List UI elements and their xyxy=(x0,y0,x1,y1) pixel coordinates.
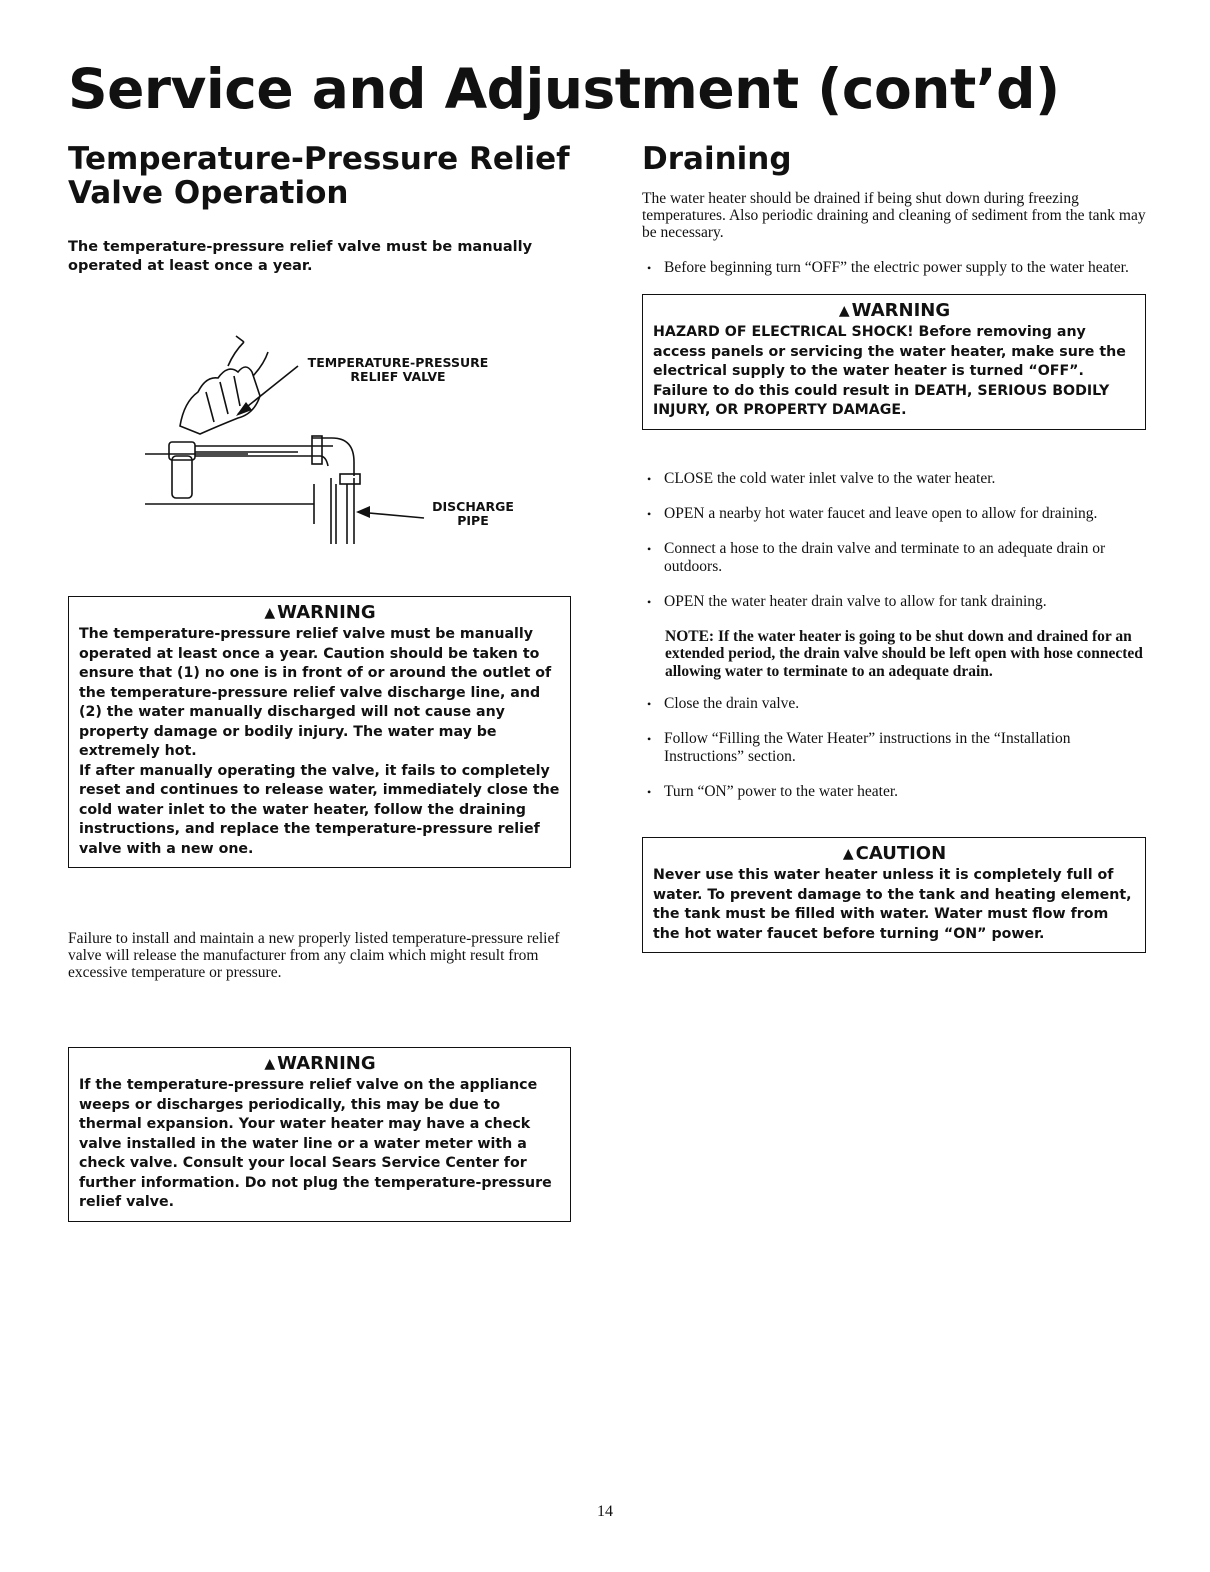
valve-label-line1: TEMPERATURE-PRESSURE xyxy=(307,355,489,370)
list-item: • Follow “Filling the Water Heater” instructions in the “Installation Instructions” section. xyxy=(642,730,1146,766)
warning-triangle-icon: ▲ xyxy=(838,303,850,319)
list-item: • Close the drain valve. xyxy=(642,695,1146,713)
right-column xyxy=(642,142,1146,953)
warning-triangle-icon: ▲ xyxy=(842,846,854,862)
pipe-label-line2: PIPE xyxy=(457,513,489,528)
list-item: • OPEN a nearby hot water faucet and leave open to allow for draining. xyxy=(642,505,1146,523)
warning-title xyxy=(653,301,1136,321)
list-item: • Turn “ON” power to the water heater. xyxy=(642,783,1146,801)
warning-box-electrical-shock xyxy=(642,294,1146,430)
list-item: • OPEN the water heater drain valve to allow for tank draining. xyxy=(642,593,1146,611)
draining-steps-list xyxy=(642,470,1146,611)
caution-box xyxy=(642,837,1146,953)
warning-triangle-icon: ▲ xyxy=(264,1056,276,1072)
warning-title-text: WARNING xyxy=(277,1053,376,1074)
warning-title xyxy=(79,603,561,623)
page-title: Service and Adjustment (cont’d) xyxy=(68,57,1060,121)
caution-body: Never use this water heater unless it is completely full of water. To prevent damage to the tank and heating element, the tank must be filled with water. Water must flow from the hot water faucet before turning “ON” power. xyxy=(653,867,1132,942)
warning-title-text: WARNING xyxy=(851,300,951,321)
pipe-label xyxy=(423,500,523,528)
warning-triangle-icon: ▲ xyxy=(264,605,276,621)
warning-title-text: WARNING xyxy=(277,602,376,623)
warning-paragraph-1: The temperature-pressure relief valve must be manually operated at least once a year. Caution should be taken to ensure that (1) no one is in front of or around the outlet of the temperature-pressure relief valve discharge line, and (2) the water manually discharged will not cause any property damage or bodily injury. The water may be extremely hot. xyxy=(79,626,552,759)
warning-paragraph-2: If after manually operating the valve, it fails to completely reset and continues to release water, immediately close the cold water inlet to the water heater, follow the draining instructions, and replace the temperature-pressure relief valve with a new one. xyxy=(79,762,560,857)
tpr-valve-heading: Temperature-Pressure Relief Valve Operation xyxy=(68,141,570,211)
valve-label-line2: RELIEF VALVE xyxy=(350,369,446,384)
draining-heading: Draining xyxy=(642,141,792,177)
warning-body xyxy=(79,625,561,859)
warning-body: HAZARD OF ELECTRICAL SHOCK! Before removing any access panels or servicing the water heater, make sure the electrical supply to the water heater is turned “OFF”. Failure to do this could result in DEATH, SERIOUS BODILY INJURY, OR PROPERTY DAMAGE. xyxy=(653,324,1126,418)
warning-body: If the temperature-pressure relief valve on the appliance weeps or discharges periodically, this may be due to thermal expansion. Your water heater may have a check valve installed in the water line or a water meter with a check valve. Consult your local Sears Service Center for further information. Do not plug the temperature-pressure relief valve. xyxy=(79,1077,552,1210)
draining-intro: The water heater should be drained if being shut down during freezing temperatures. Also periodic draining and cleaning of sediment from the tank may be necessary. xyxy=(642,190,1146,241)
list-item: • Connect a hose to the drain valve and terminate to an adequate drain or outdoors. xyxy=(642,540,1146,576)
warning-title xyxy=(79,1054,561,1074)
page-number: 14 xyxy=(597,1503,613,1520)
caution-title xyxy=(653,844,1136,864)
pipe-label-line1: DISCHARGE xyxy=(432,499,514,514)
tpr-valve-diagram xyxy=(68,306,571,546)
left-column xyxy=(68,142,571,1222)
warning-box-tpr-operation xyxy=(68,596,571,868)
drain-note: NOTE: If the water heater is going to be shut down and drained for an extended period, the drain valve should be left open with hose connected allowing water to terminate to an adequate drain. xyxy=(665,627,1143,680)
tpr-lead-text: The temperature-pressure relief valve must be manually operated at least once a year. xyxy=(68,239,533,274)
failure-disclaimer: Failure to install and maintain a new properly listed temperature-pressure relief valve will release the manufacturer from any claim which might result from excessive temperature or pressure. xyxy=(68,930,560,981)
list-item: • CLOSE the cold water inlet valve to the water heater. xyxy=(642,470,1146,488)
warning-box-thermal-expansion xyxy=(68,1047,571,1222)
caution-title-text: CAUTION xyxy=(855,843,947,864)
power-off-list xyxy=(642,259,1146,277)
draining-steps-list-2 xyxy=(642,695,1146,801)
list-item: • Before beginning turn “OFF” the electric power supply to the water heater. xyxy=(642,259,1146,277)
valve-label xyxy=(268,356,528,384)
